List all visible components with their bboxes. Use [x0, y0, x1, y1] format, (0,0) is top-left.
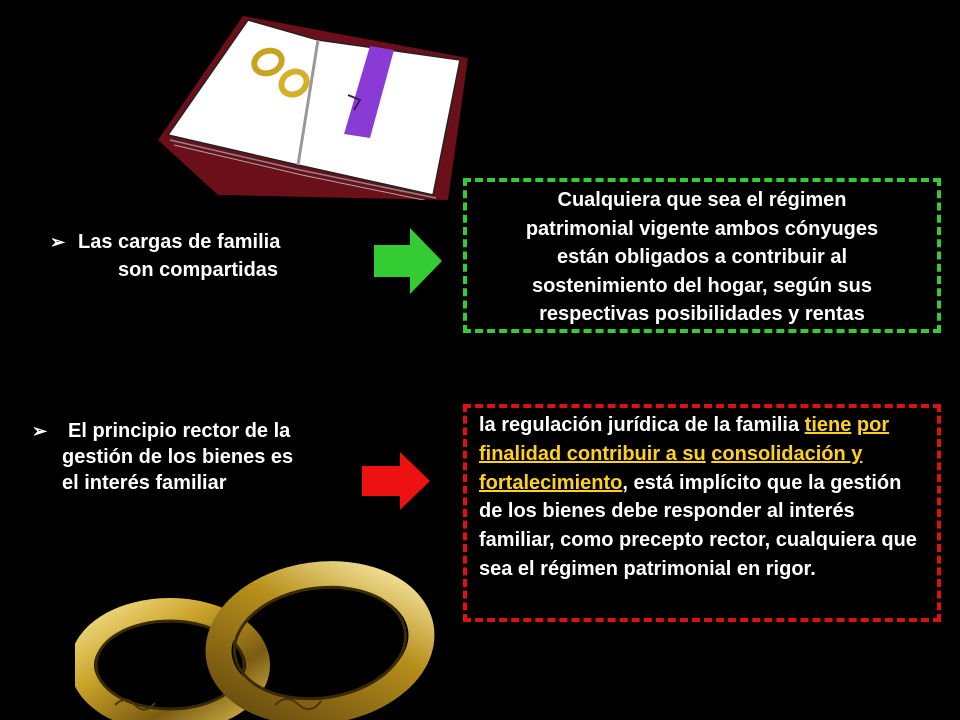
contribution-box [463, 178, 941, 333]
highlighted-text: tiene [804, 414, 852, 436]
box-text-line: sostenimiento del hogar, según sus [531, 274, 873, 297]
highlighted-text: por finalidad contribuir a su [479, 414, 890, 465]
bullet-text-line: son compartidas [118, 259, 279, 281]
bullet-text-line: Las cargas de familia [78, 231, 281, 253]
box-text-line: respectivas posibilidades y rentas [539, 303, 865, 325]
regulation-box [463, 404, 941, 622]
arrow-right-icon [362, 452, 430, 510]
bullet-arrow-icon: ➢ [32, 421, 48, 441]
arrow-right-icon [374, 228, 442, 294]
bullet-arrow-icon: ➢ [50, 232, 66, 252]
bullet-text-line: El principio rector de la [68, 420, 291, 442]
box-text-line: están obligados a contribuir al [556, 246, 848, 268]
book-illustration [148, 0, 478, 200]
highlighted-text: consolidación y fortalecimiento [479, 442, 863, 494]
bullet-text-line: gestión de los bienes es [62, 446, 294, 468]
box-text-line: Cualquiera que sea el régimen [557, 189, 847, 211]
box-text-line: patrimonial vigente ambos cónyuges [525, 217, 879, 240]
bullet-text-line: el interés familiar [62, 472, 227, 494]
rings-illustration [75, 555, 435, 720]
box-text: , está implícito que la gestión de los bienes debe responder al interés familiar, como precepto rector, cualquiera que sea el régimen patrimonial en rigor. [479, 471, 917, 580]
box-text: la regulación jurídica de la familia [479, 414, 805, 436]
